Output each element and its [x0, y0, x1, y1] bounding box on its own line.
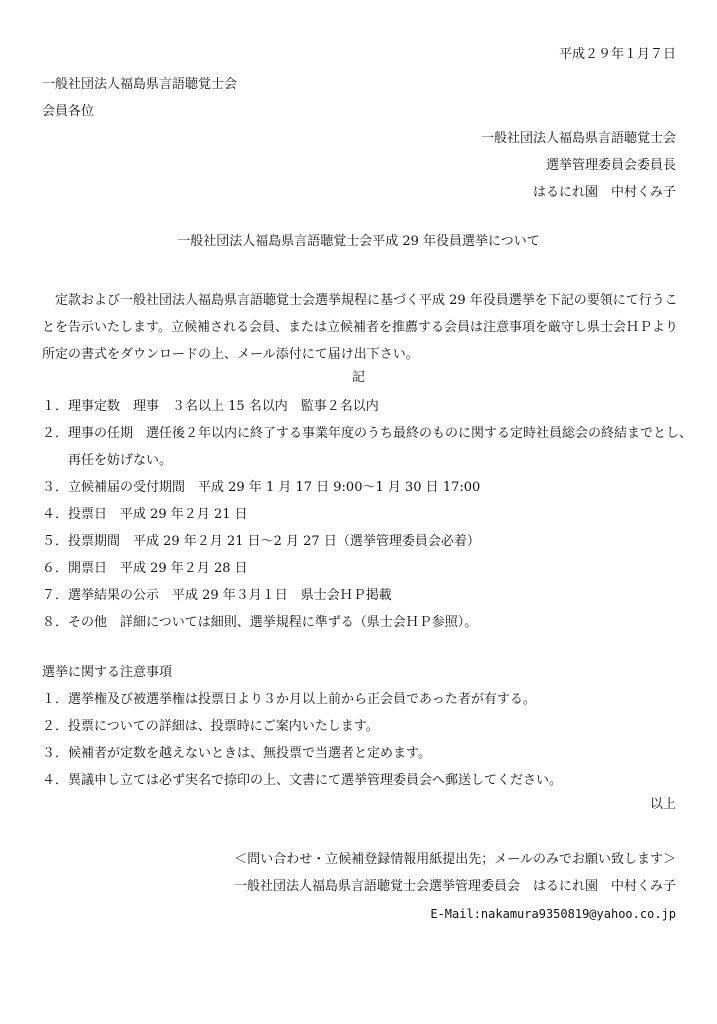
item-number: ５．	[42, 534, 69, 549]
sender-name: はるにれ園 中村くみ子	[532, 185, 676, 200]
contact-note: ＜問い合わせ・立候補登録情報用紙提出先；メールのみでお願い致します＞	[234, 852, 676, 867]
item-number: ７．	[42, 588, 69, 603]
item-text: 理事の任期 選任後２年以内に終了する事業年度のうち最終のものに関する定時社員総会の終結までとし、再任を妨げない。	[68, 426, 693, 468]
list-item	[42, 555, 678, 582]
sender-organization: 一般社団法人福島県言語聴覚士会	[480, 131, 676, 146]
note-item	[42, 686, 678, 713]
note-text: 選挙権及び被選挙権は投票日より３か月以上前から正会員であった者が有する。	[68, 692, 536, 707]
contact-organization: 一般社団法人福島県言語聴覚士会選挙管理委員会 はるにれ園 中村くみ子	[233, 879, 676, 894]
item-number: ２．	[42, 426, 69, 441]
note-number: ２．	[42, 719, 69, 734]
list-item	[42, 393, 678, 420]
item-text: 理事定数 理事 ３名以上 15 名以内 監事２名以内	[68, 399, 379, 414]
notes-heading: 選挙に関する注意事項	[42, 665, 173, 680]
note-number: ３．	[42, 746, 69, 761]
contact-email: E-Mail:nakamura9350819@yahoo.co.jp	[430, 907, 676, 921]
item-number: ３．	[42, 480, 69, 495]
note-text: 候補者が定数を越えないときは、無投票で当選者と定めます。	[68, 746, 431, 761]
list-item	[42, 528, 678, 555]
list-item	[42, 474, 678, 501]
list-item	[42, 609, 678, 636]
document-date: 平成２９年１月７日	[558, 47, 676, 62]
list-item	[42, 582, 678, 609]
item-number: ６．	[42, 561, 69, 576]
ki-heading: 記	[351, 370, 365, 385]
item-text: その他 詳細については細則、選挙規程に準ずる（県士会ＨＰ参照）。	[68, 615, 478, 630]
sender-role: 選挙管理委員会委員長	[545, 158, 676, 173]
recipient-organization: 一般社団法人福島県言語聴覚士会	[42, 77, 238, 92]
intro-paragraph: 定款および一般社団法人福島県言語聴覚士会選挙規程に基づく平成 29 年役員選挙を下記の要領にて行うことを告示いたします。立候補される会員、または立候補者を推薦する会員は注意事項を厳守し県士会ＨＰより所定の書式をダウンロードの上、メール添付にて届け出下さい。	[42, 293, 678, 362]
item-text: 選挙結果の公示 平成 29 年３月１日 県士会ＨＰ掲載	[68, 588, 392, 603]
note-number: ４．	[42, 773, 69, 788]
document-title: 一般社団法人福島県言語聴覚士会平成 29 年役員選挙について	[177, 234, 540, 249]
note-number: １．	[42, 692, 69, 707]
item-text: 投票日 平成 29 年２月 21 日	[68, 507, 248, 522]
item-text: 立候補届の受付期間 平成 29 年 1 月 17 日 9:00～1 月 30 日 17:00	[68, 480, 481, 495]
closing-word: 以上	[649, 797, 676, 812]
item-number: １．	[42, 399, 69, 414]
recipient-members: 会員各位	[42, 104, 95, 119]
item-number: ８．	[42, 615, 69, 630]
item-number: ４．	[42, 507, 69, 522]
note-item	[42, 740, 678, 767]
item-text: 投票期間 平成 29 年２月 21 日～2 月 27 日（選挙管理委員会必着）	[68, 534, 480, 549]
note-text: 異議申し立ては必ず実名で捺印の上、文書にて選挙管理委員会へ郵送してください。	[68, 773, 563, 788]
note-item	[42, 713, 678, 740]
item-text: 開票日 平成 29 年２月 28 日	[68, 561, 248, 576]
list-item	[42, 501, 678, 528]
list-item	[42, 420, 704, 474]
note-text: 投票についての詳細は、投票時にご案内いたします。	[68, 719, 379, 734]
note-item	[42, 767, 678, 794]
